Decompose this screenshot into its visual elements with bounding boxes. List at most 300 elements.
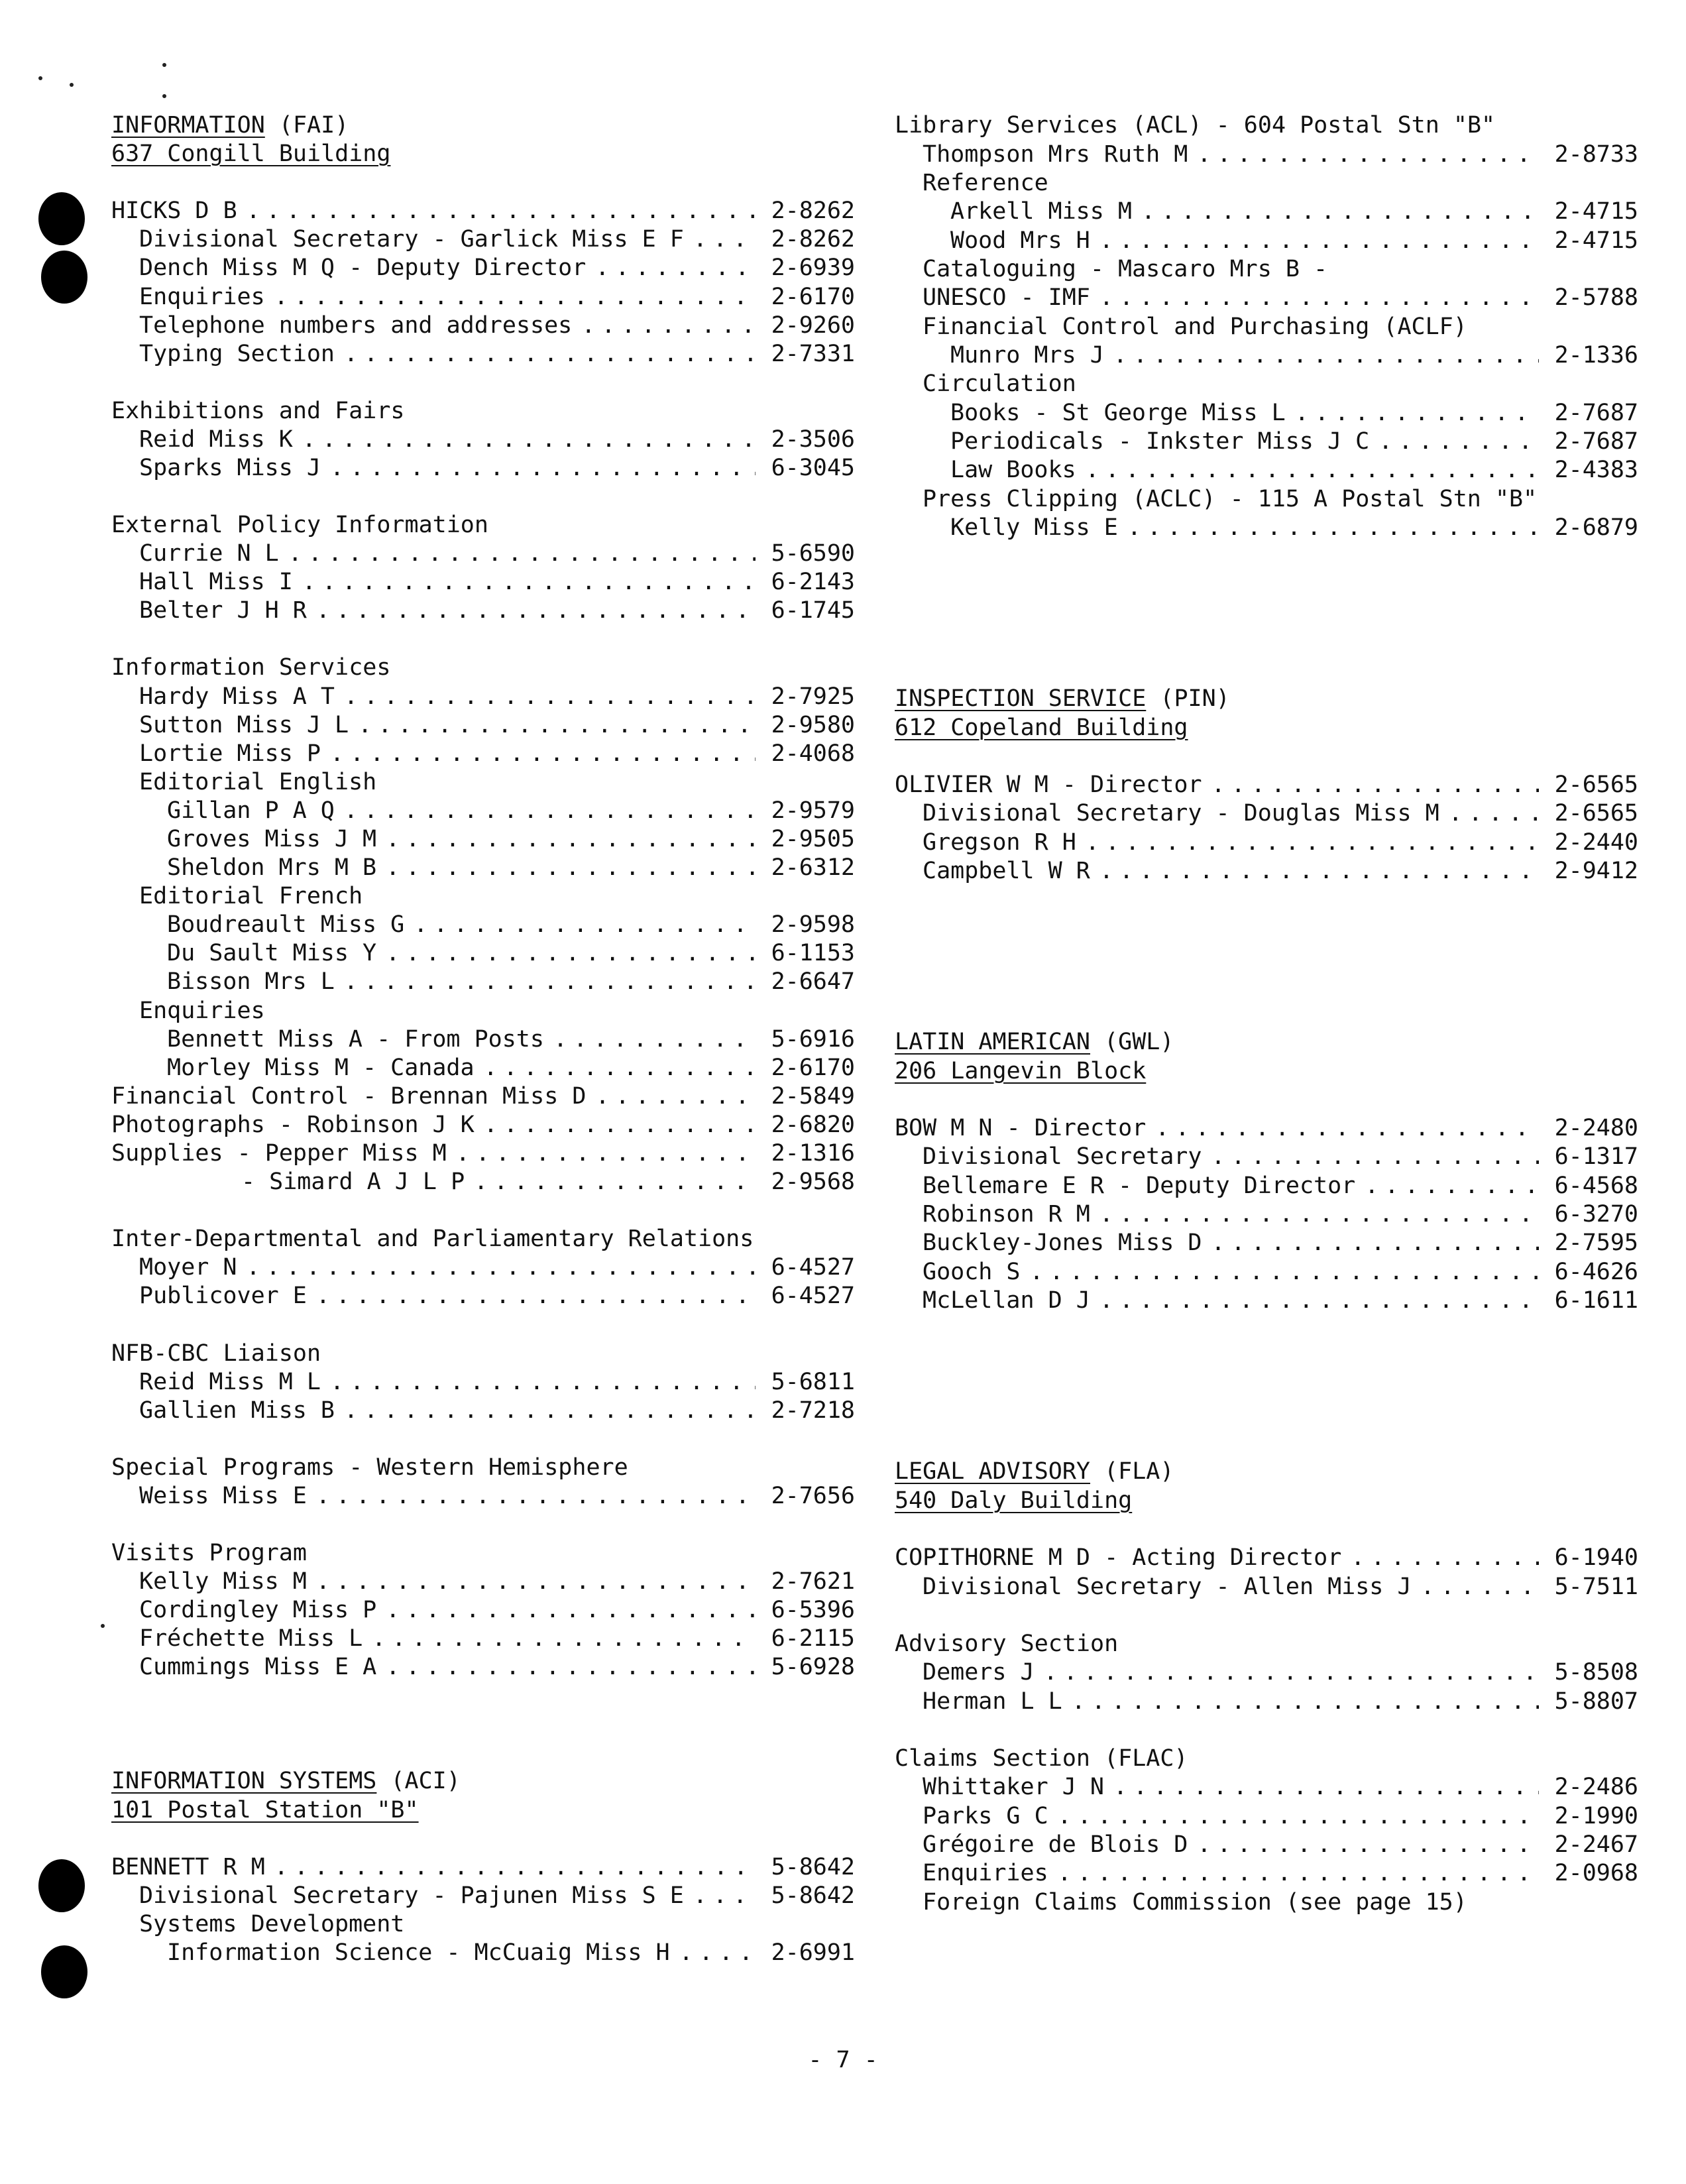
directory-entry: [111, 1939, 855, 1967]
dot-leader: [475, 1057, 756, 1080]
directory-entry: [111, 1397, 855, 1425]
entry-name: HICKS D B: [111, 200, 237, 223]
entry-lead: [923, 1576, 1539, 1599]
entry-lead: [923, 488, 1638, 511]
phone-number: 2-6170: [771, 283, 855, 310]
dot-leader: [404, 913, 756, 937]
blank-line: [111, 369, 855, 397]
entry-name: Gallien Miss B: [139, 1399, 335, 1422]
entry-name: Bennett Miss A - From Posts: [167, 1027, 544, 1051]
entry-lead: [111, 1856, 756, 1879]
directory-entry: [111, 1853, 855, 1882]
dot-leader: [321, 742, 756, 766]
entry-name: Gooch S: [923, 1260, 1021, 1284]
entry-lead: [895, 774, 1539, 797]
section-code: (ACI): [376, 1768, 461, 1795]
dot-leader: [321, 1371, 756, 1394]
entry-lead: [111, 1085, 756, 1108]
blank-line: [895, 628, 1638, 656]
entry-name: Cordingley Miss P: [139, 1599, 377, 1623]
entry-lead: [139, 571, 756, 594]
directory-entry: [111, 968, 855, 996]
phone-number: 2-9505: [771, 826, 855, 853]
entry-name: Reid Miss K: [139, 428, 293, 451]
entry-name: Divisional Secretary - Garlick Miss E F: [139, 228, 684, 252]
entry-name: Thompson Mrs Ruth M: [923, 143, 1188, 166]
dot-leader: [265, 1856, 756, 1879]
blank-line: [895, 1000, 1638, 1028]
phone-number: 2-6312: [771, 854, 855, 882]
entry-lead: [923, 1862, 1539, 1885]
entry-name: Bellemare E R - Deputy Director: [923, 1174, 1356, 1198]
section-title: [895, 1028, 1638, 1057]
phone-number: 2-9598: [771, 911, 855, 939]
directory-entry: [111, 568, 855, 597]
subsection-heading-text: NFB-CBC Liaison: [111, 1340, 321, 1367]
phone-number: 6-5396: [771, 1597, 855, 1624]
entry-lead: [139, 1913, 855, 1936]
dot-leader: [349, 714, 756, 737]
section-address: [895, 714, 1638, 742]
entry-name: Whittaker J N: [923, 1776, 1104, 1800]
subsection-heading: [111, 511, 855, 540]
dot-leader: [363, 1627, 756, 1650]
directory-entry: [111, 911, 855, 939]
subsection-heading: [895, 111, 1638, 140]
phone-number: 2-1336: [1554, 341, 1638, 369]
section-code: (FLA): [1090, 1458, 1174, 1485]
phone-number: 2-7687: [1554, 428, 1638, 455]
entry-name: Kelly Miss M: [139, 1570, 307, 1594]
entry-name: Reference: [923, 171, 1048, 195]
directory-entry: [111, 1882, 855, 1910]
phone-number: 6-1317: [1554, 1143, 1638, 1171]
section-title: [895, 1458, 1638, 1486]
blank-line: [895, 886, 1638, 914]
phone-number: 2-3506: [771, 426, 855, 453]
blank-line: [895, 971, 1638, 1000]
directory-entry: [111, 1625, 855, 1653]
directory-entry: [111, 711, 855, 740]
dot-leader: [465, 1171, 756, 1194]
dot-leader: [586, 1085, 756, 1108]
entry-name: Herman L L: [923, 1690, 1062, 1713]
directory-entry: [111, 312, 855, 340]
entry-name: Publicover E: [139, 1285, 307, 1308]
directory-entry: [111, 1082, 855, 1111]
directory-entry: [111, 340, 855, 369]
directory-entry: [111, 1253, 855, 1282]
blank-line: [895, 1716, 1638, 1745]
entry-name: Enquiries: [139, 999, 265, 1023]
dot-leader: [684, 228, 756, 251]
directory-entry: [111, 797, 855, 825]
punch-hole-mark: [38, 192, 85, 245]
dot-leader: [586, 257, 756, 280]
section-code: (FAI): [264, 112, 349, 139]
entry-lead: [923, 1261, 1539, 1284]
entry-lead: [167, 856, 756, 880]
dot-leader: [1286, 402, 1539, 425]
scan-speck: [70, 83, 74, 87]
directory-subheading: [895, 370, 1638, 398]
entry-lead: [923, 860, 1539, 883]
directory-entry: [895, 1544, 1638, 1572]
dot-leader: [1048, 1805, 1539, 1828]
section-title-text: LEGAL ADVISORY: [895, 1458, 1091, 1485]
dot-leader: [376, 942, 756, 965]
dot-leader: [321, 457, 756, 480]
entry-lead: [167, 1028, 756, 1051]
phone-number: 5-8642: [771, 1853, 855, 1880]
phone-number: 2-9580: [771, 711, 855, 738]
phone-number: 6-4568: [1554, 1172, 1638, 1199]
entry-name: Campbell W R: [923, 860, 1090, 884]
entry-lead: [139, 714, 756, 737]
blank-line: [895, 1429, 1638, 1458]
directory-entry: [111, 939, 855, 968]
phone-number: 2-0968: [1554, 1860, 1638, 1887]
directory-entry: [895, 341, 1638, 370]
entry-lead: [139, 314, 756, 337]
blank-line: [111, 1196, 855, 1225]
blank-line: [111, 1310, 855, 1339]
entry-name: BOW M N - Director: [895, 1117, 1147, 1141]
entry-name: Munro Mrs J: [950, 343, 1104, 367]
blank-line: [895, 1086, 1638, 1114]
phone-number: 6-4527: [771, 1254, 855, 1281]
entry-lead: [139, 685, 756, 709]
entry-lead: [111, 1142, 756, 1165]
directory-entry: [895, 284, 1638, 312]
phone-number: 2-6939: [771, 255, 855, 282]
entry-lead: [950, 200, 1539, 223]
blank-line: [111, 1511, 855, 1539]
phone-number: 2-2486: [1554, 1774, 1638, 1801]
entry-lead: [923, 172, 1638, 195]
blank-line: [111, 1425, 855, 1454]
phone-number: 2-2480: [1554, 1115, 1638, 1142]
section-address: [111, 140, 855, 168]
entry-name: Systems Development: [139, 1912, 405, 1936]
phone-number: 2-6170: [771, 1054, 855, 1081]
directory-entry: [895, 857, 1638, 886]
dot-leader: [376, 1599, 756, 1622]
dot-leader: [544, 1028, 756, 1051]
dot-leader: [1118, 516, 1539, 540]
phone-number: 5-8807: [1554, 1688, 1638, 1715]
phone-number: 2-2467: [1554, 1831, 1638, 1858]
phone-number: 2-2440: [1554, 829, 1638, 856]
directory-entry: [895, 1258, 1638, 1287]
directory-entry: [111, 854, 855, 882]
entry-name: Editorial English: [139, 770, 377, 794]
entry-name: Editorial French: [139, 885, 363, 909]
entry-name: Periodicals - Inkster Miss J C: [950, 430, 1370, 453]
phone-number: 2-9568: [771, 1169, 855, 1196]
entry-name: Gregson R H: [923, 831, 1076, 854]
phone-number: 2-6565: [1554, 772, 1638, 799]
blank-line: [111, 1710, 855, 1739]
dot-leader: [1202, 774, 1539, 797]
directory-entry: [111, 1282, 855, 1310]
entry-name: Information Science - McCuaig Miss H: [167, 1941, 670, 1965]
entry-lead: [923, 1232, 1539, 1255]
dot-leader: [279, 542, 756, 565]
directory-entry: [111, 597, 855, 625]
subsection-heading: [111, 654, 855, 682]
entry-lead: [923, 1805, 1539, 1828]
phone-number: 2-9412: [1554, 858, 1638, 885]
directory-subheading: [895, 485, 1638, 513]
phone-number: 2-7595: [1554, 1230, 1638, 1257]
blank-line: [111, 625, 855, 654]
subsection-heading-text: Information Services: [111, 654, 391, 681]
phone-number: 6-2115: [771, 1625, 855, 1652]
directory-entry: [111, 825, 855, 854]
entry-lead: [167, 913, 756, 937]
entry-lead: [167, 970, 756, 994]
entry-name: Cataloguing - Mascaro Mrs B -: [923, 257, 1328, 281]
entry-lead: [950, 229, 1539, 253]
dot-leader: [1021, 1261, 1539, 1284]
directory-subheading: [895, 255, 1638, 284]
directory-entry: [895, 1287, 1638, 1315]
directory-entry: [111, 1168, 855, 1196]
directory-entry: [895, 1658, 1638, 1687]
directory-entry: [111, 282, 855, 311]
directory-entry: [111, 540, 855, 568]
entry-lead: [950, 516, 1539, 540]
dot-leader: [1090, 1203, 1539, 1226]
scan-speck: [162, 63, 166, 67]
entry-lead: [923, 1776, 1539, 1799]
directory-entry: [895, 514, 1638, 542]
phone-number: 6-4626: [1554, 1258, 1638, 1285]
phone-number: 5-7511: [1554, 1573, 1638, 1600]
directory-entry: [895, 1773, 1638, 1802]
phone-number: 2-7218: [771, 1397, 855, 1424]
page-number: - 7 -: [808, 2047, 878, 2073]
entry-name: Divisional Secretary: [923, 1145, 1202, 1169]
entry-lead: [111, 200, 756, 223]
dot-leader: [1062, 1690, 1539, 1713]
dot-leader: [1104, 1776, 1539, 1799]
entry-lead: [139, 742, 756, 766]
punch-hole-mark: [38, 1859, 85, 1912]
entry-lead: [139, 457, 756, 480]
dot-leader: [1355, 1175, 1539, 1198]
entry-lead: [923, 1289, 1539, 1312]
entry-name: Hardy Miss A T: [139, 685, 335, 709]
dot-leader: [335, 1399, 756, 1422]
directory-entry: [111, 1596, 855, 1625]
phone-number: 5-6590: [771, 540, 855, 567]
subsection-heading-text: External Policy Information: [111, 512, 488, 539]
phone-number: 5-6916: [771, 1025, 855, 1053]
directory-entry: [111, 1368, 855, 1397]
section-address: [895, 1057, 1638, 1086]
directory-entry: [895, 198, 1638, 226]
entry-name: Wood Mrs H: [950, 229, 1090, 253]
directory-entry: [895, 1200, 1638, 1229]
dot-leader: [1188, 143, 1539, 166]
entry-lead: [139, 428, 756, 451]
section-code: (PIN): [1146, 685, 1230, 713]
entry-lead: [923, 1833, 1539, 1857]
entry-name: OLIVIER W M - Director: [895, 774, 1202, 797]
entry-name: Hall Miss I: [139, 571, 293, 595]
section-address-text: 206 Langevin Block: [895, 1057, 1147, 1084]
dot-leader: [475, 1114, 756, 1137]
phone-number: 2-4715: [1554, 198, 1638, 225]
phone-number: 5-6928: [771, 1654, 855, 1681]
entry-name: Parks G C: [923, 1804, 1048, 1828]
entry-lead: [139, 599, 756, 622]
entry-lead: [167, 1941, 756, 1965]
directory-entry: [111, 1653, 855, 1682]
entry-lead: [139, 1656, 756, 1679]
entry-name: Divisional Secretary - Allen Miss J: [923, 1575, 1412, 1599]
dot-leader: [293, 428, 756, 451]
scan-speck: [38, 76, 42, 80]
blank-line: [895, 1344, 1638, 1372]
subsection-heading: [111, 1454, 855, 1482]
entry-name: Books - St George Miss L: [950, 401, 1286, 425]
entry-name: Financial Control - Brennan Miss D: [111, 1084, 587, 1108]
dot-leader: [335, 970, 756, 994]
entry-lead: [167, 799, 756, 823]
entry-lead: [139, 228, 756, 251]
directory-entry: [111, 740, 855, 768]
entry-name: Circulation: [923, 373, 1076, 396]
entry-name: Demers J: [923, 1661, 1035, 1685]
blank-line: [895, 656, 1638, 685]
dot-leader: [1202, 1145, 1539, 1169]
entry-lead: [950, 344, 1539, 367]
directory-subheading: [895, 1888, 1638, 1916]
subsection-heading-text: Special Programs - Western Hemisphere: [111, 1454, 628, 1481]
entry-name: Kelly Miss E: [950, 516, 1118, 540]
section-address: [895, 1487, 1638, 1515]
entry-lead: [923, 1661, 1539, 1684]
dot-leader: [1202, 1232, 1539, 1255]
entry-lead: [139, 343, 756, 366]
section-address-text: 540 Daly Building: [895, 1487, 1133, 1514]
blank-line: [111, 1682, 855, 1710]
dot-leader: [1076, 831, 1539, 854]
entry-name: Financial Control and Purchasing (ACLF): [923, 315, 1467, 339]
dot-leader: [1188, 1833, 1539, 1857]
blank-line: [111, 1739, 855, 1767]
phone-number: 6-1611: [1554, 1287, 1638, 1314]
directory-entry: [895, 1114, 1638, 1143]
phone-number: 2-6991: [771, 1939, 855, 1966]
section-address: [111, 1796, 855, 1825]
entry-lead: [139, 1285, 756, 1308]
phone-number: 5-8642: [771, 1882, 855, 1909]
entry-name: BENNETT R M: [111, 1855, 265, 1879]
entry-lead: [923, 802, 1539, 825]
section-title-text: INSPECTION SERVICE: [895, 685, 1147, 713]
entry-lead: [241, 1171, 756, 1194]
entry-lead: [167, 942, 756, 965]
directory-subheading: [895, 312, 1638, 341]
subsection-heading-text: Visits Program: [111, 1539, 308, 1566]
entry-name: Sheldon Mrs M B: [167, 856, 377, 880]
section-address-text: 637 Congill Building: [111, 141, 391, 168]
dot-leader: [1439, 802, 1539, 825]
blank-line: [111, 1825, 855, 1853]
dot-leader: [1132, 200, 1539, 223]
directory-subheading: [895, 169, 1638, 198]
blank-line: [895, 742, 1638, 771]
directory-entry: [111, 197, 855, 225]
entry-name: UNESCO - IMF: [923, 286, 1090, 310]
entry-lead: [139, 1599, 756, 1622]
phone-number: 2-8262: [771, 198, 855, 225]
entry-lead: [895, 1117, 1539, 1140]
directory-entry: [895, 1687, 1638, 1715]
dot-leader: [1090, 286, 1539, 310]
directory-entry: [111, 454, 855, 483]
entry-name: Currie N L: [139, 542, 279, 566]
dot-leader: [1048, 1862, 1539, 1885]
directory-entry: [111, 426, 855, 454]
dot-leader: [335, 343, 756, 366]
entry-name: Reid Miss M L: [139, 1370, 321, 1394]
phone-number: 2-9579: [771, 797, 855, 824]
phone-number: 6-1940: [1554, 1544, 1638, 1572]
entry-lead: [923, 1891, 1638, 1914]
directory-entry: [895, 1229, 1638, 1257]
phone-number: 2-1990: [1554, 1802, 1638, 1829]
phone-number: 2-4715: [1554, 227, 1638, 254]
subsection-heading-text: Advisory Section: [895, 1630, 1119, 1657]
blank-line: [895, 914, 1638, 943]
dot-leader: [307, 599, 756, 622]
dot-leader: [307, 1485, 756, 1508]
entry-lead: [139, 1485, 756, 1508]
entry-name: Supplies - Pepper Miss M: [111, 1142, 447, 1166]
entry-name: Weiss Miss E: [139, 1484, 307, 1508]
entry-name: Law Books: [950, 459, 1076, 483]
entry-name: Robinson R M: [923, 1203, 1090, 1227]
dot-leader: [237, 200, 756, 223]
directory-entry: [111, 683, 855, 711]
phone-number: 2-8262: [771, 226, 855, 253]
entry-lead: [923, 286, 1539, 310]
phone-number: 2-7621: [771, 1568, 855, 1595]
blank-line: [895, 542, 1638, 571]
subsection-heading-text: Inter-Departmental and Parliamentary Relations: [111, 1226, 754, 1253]
entry-lead: [139, 771, 855, 794]
entry-lead: [923, 258, 1638, 281]
punch-hole-mark: [41, 1945, 87, 1998]
blank-line: [111, 483, 855, 511]
dot-leader: [335, 799, 756, 823]
phone-number: 2-1316: [771, 1140, 855, 1167]
entry-lead: [923, 1145, 1539, 1169]
entry-name: Lortie Miss P: [139, 742, 321, 766]
dot-leader: [335, 685, 756, 709]
entry-name: Buckley-Jones Miss D: [923, 1232, 1202, 1255]
entry-lead: [139, 1399, 756, 1422]
phone-number: 2-5849: [771, 1082, 855, 1110]
entry-lead: [923, 143, 1539, 166]
directory-entry: [895, 799, 1638, 828]
directory-entry: [111, 1139, 855, 1168]
